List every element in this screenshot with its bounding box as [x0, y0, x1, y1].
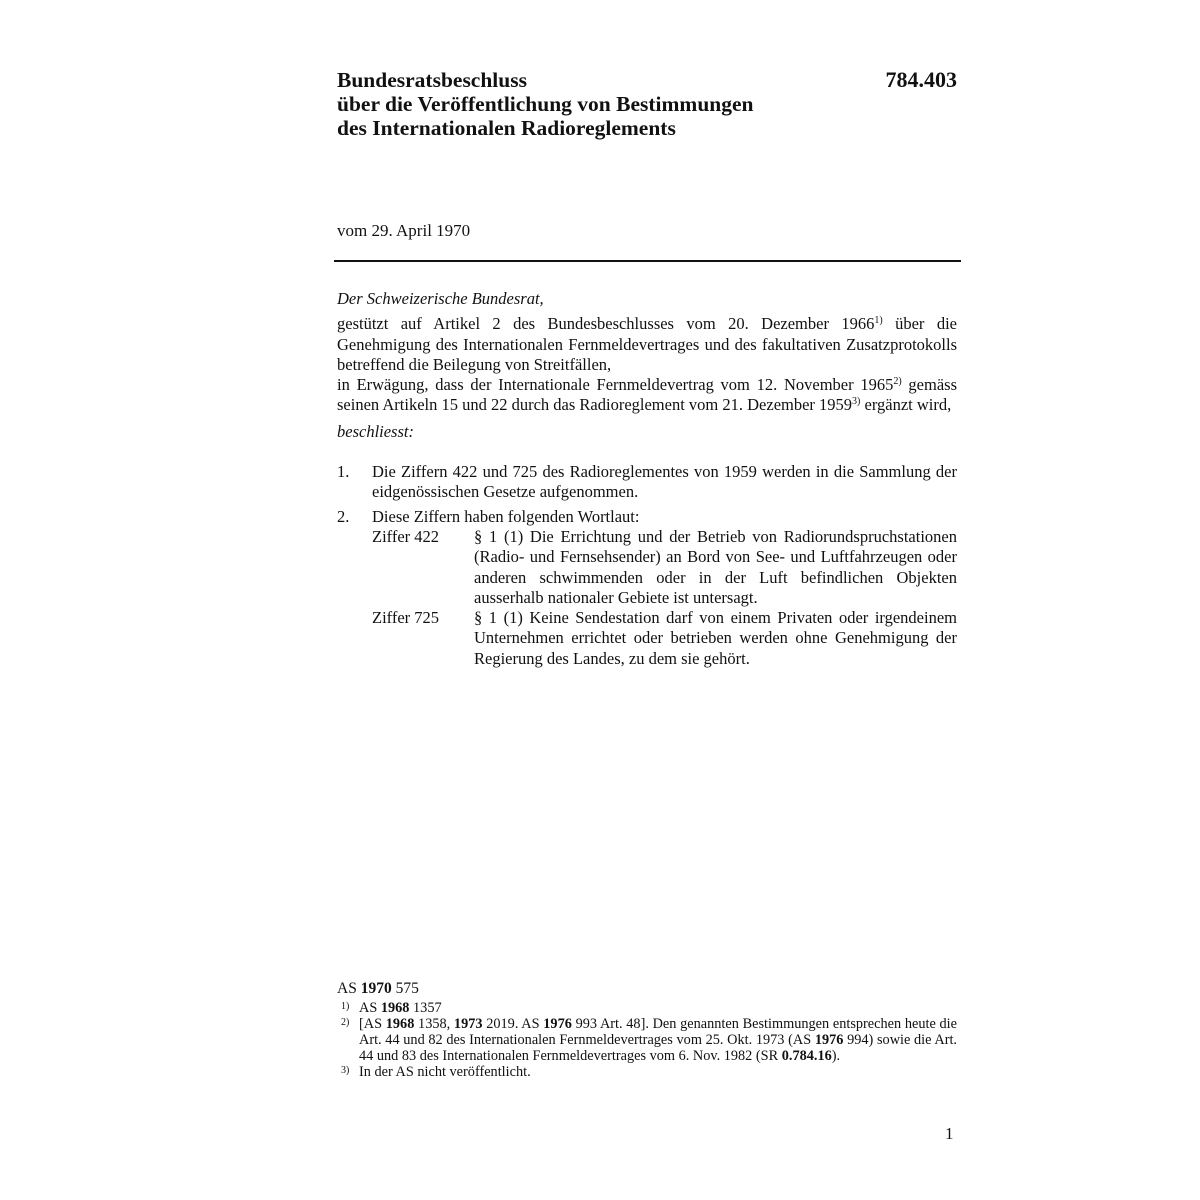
footnote-number: [337, 1064, 359, 1080]
fn-part: 2019. AS: [482, 1016, 544, 1032]
article-list: [337, 462, 957, 669]
header-divider: [334, 260, 961, 262]
as-page: 575: [391, 980, 419, 997]
sr-number: 784.403: [885, 67, 957, 92]
document-title: [337, 68, 961, 140]
official-collection-ref: [337, 980, 957, 998]
footnotes: [337, 980, 957, 1080]
fn-part: 994) sowie die Art. 44 und 83 des Internationalen Fernmeldevertrages vom 6. Nov. 1982 (SR: [359, 1032, 958, 1064]
item-text: [372, 507, 957, 669]
item-number: 1.: [337, 462, 350, 482]
footnote-text: [359, 1016, 957, 1064]
list-item: [337, 507, 957, 669]
footnote-marker: 2): [341, 1017, 350, 1028]
preamble-2-text: in Erwägung, dass der Internationale Fernmeldevertrag vom 12. November 1965: [337, 375, 894, 395]
footnote-1: [337, 1000, 957, 1016]
fn-bold: 1968: [380, 1000, 410, 1016]
list-item: [337, 462, 957, 503]
authority-line: Der Schweizerische Bundesrat,: [337, 289, 544, 308]
fn-part: [AS: [359, 1016, 386, 1032]
ziffer-725: [372, 608, 957, 669]
fn-part: 1358,: [414, 1016, 454, 1032]
footnote-marker: 1): [341, 1001, 350, 1012]
title-line-2: über die Veröffentlichung von Bestimmungen: [337, 92, 754, 116]
fn-bold: 1968: [385, 1016, 415, 1032]
preamble-paragraph-2: [337, 375, 957, 416]
fn-part: AS: [359, 1000, 381, 1016]
title-line-1: Bundesratsbeschluss: [337, 68, 527, 92]
resolves-line: beschliesst:: [337, 421, 414, 441]
fn-bold: 0.784.16: [781, 1048, 832, 1064]
footnote-number: [337, 1016, 359, 1064]
title-line-3: des Internationalen Radioreglements: [337, 116, 676, 140]
footnote-2: [337, 1016, 957, 1064]
footnote-marker: 3): [341, 1065, 350, 1076]
fn-bold: 1976: [814, 1032, 844, 1048]
page-number: 1: [945, 1124, 954, 1143]
document-body: [337, 289, 957, 669]
item-text: Die Ziffern 422 und 725 des Radioreglementes von 1959 werden in die Sammlung der eidgenössischen Gesetze aufgenommen.: [372, 462, 957, 502]
fn-bold: 1976: [543, 1016, 572, 1032]
preamble-2-text-end: ergänzt wird,: [860, 395, 952, 415]
ziffer-text: § 1 (1) Die Errichtung und der Betrieb von Radiorundspruchstationen (Radio- und Fernsehsender) an Bord von See- und Luftfahrzeugen oder anderen schwimmenden oder in der Luft befindlichen Objekten ausserhalb nationaler Gebiete ist untersagt.: [474, 526, 957, 607]
fn-bold: 1973: [453, 1016, 483, 1032]
document-page: [337, 67, 961, 1080]
ziffer-422: [372, 527, 957, 608]
title-block: [337, 68, 961, 140]
as-prefix: AS: [337, 980, 361, 997]
preamble-1-text-cont: über die Genehmigung des Internationalen Fernmeldevertrages und des fakultativen Zusatzprotokolls betreffend die Beilegung von Streitfällen,: [337, 314, 957, 374]
ziffer-label: Ziffer 725: [372, 608, 440, 628]
footnote-ref-1: 1): [874, 315, 883, 327]
preamble-2-text-mid: gemäss seinen Artikeln 15 und 22 durch das Radioreglement vom 21. Dezember 1959: [337, 375, 957, 415]
preamble-1-text: gestützt auf Artikel 2 des Bundesbeschlusses vom 20. Dezember 1966: [337, 314, 875, 334]
footnote-3: [337, 1064, 957, 1080]
footnote-text: [359, 1000, 957, 1016]
document-date: vom 29. April 1970: [337, 221, 471, 240]
item-number: 2.: [337, 506, 350, 526]
footnote-number: [337, 1000, 359, 1016]
footnote-ref-3: 3): [852, 396, 861, 408]
as-year: 1970: [360, 980, 392, 997]
ziffer-text: § 1 (1) Keine Sendestation darf von einem Privaten oder irgendeinem Unternehmen errichtet oder betrieben werden ohne Genehmigung der Regierung des Landes, zu dem sie gehört.: [474, 608, 957, 668]
footnote-ref-2: 2): [893, 376, 902, 388]
preamble-paragraph-1: [337, 314, 957, 375]
ziffer-label: Ziffer 422: [372, 526, 440, 546]
footnote-text: In der AS nicht veröffentlicht.: [359, 1064, 531, 1080]
item-2-intro: Diese Ziffern haben folgenden Wortlaut:: [372, 506, 640, 526]
fn-part: 993 Art. 48]. Den genannten Bestimmungen entsprechen heute die Art. 44 und 82 des Internationalen Fernmeldevertrages vom 25. Okt. 1973 (AS: [359, 1016, 957, 1048]
fn-part: 1357: [409, 1000, 442, 1016]
fn-part: ).: [831, 1048, 841, 1064]
